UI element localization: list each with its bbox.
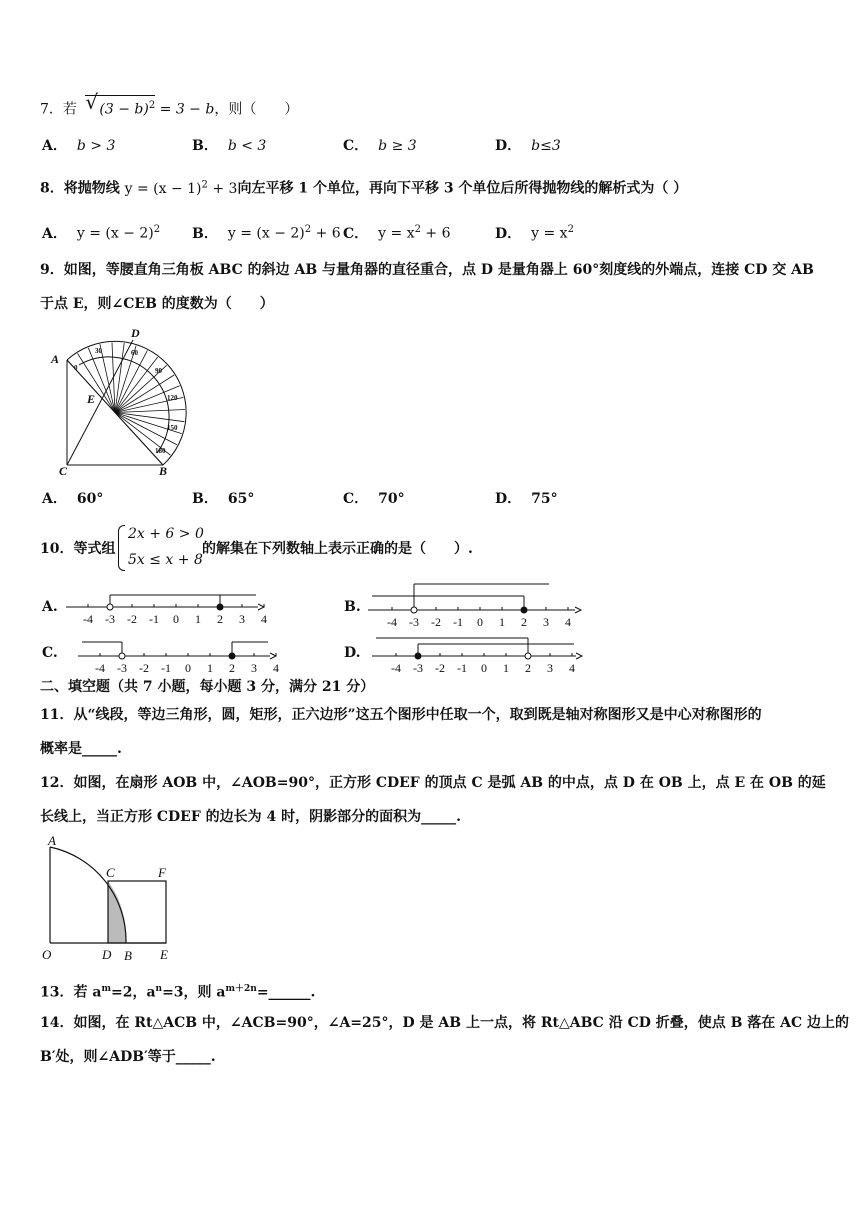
option-text: 65° xyxy=(227,491,255,507)
protractor-ray xyxy=(115,375,174,413)
label-e: E xyxy=(160,947,168,962)
option-text: b≤3 xyxy=(531,138,561,154)
q13-pre: 13．若 a xyxy=(40,984,102,1001)
tick-label: -1 xyxy=(457,661,467,675)
label-b: B xyxy=(159,464,168,478)
q9-protractor-figure xyxy=(45,325,195,478)
shaded-region xyxy=(108,881,126,943)
q12-line2: 长线上，当正方形 CDEF 的边长为 4 时，阴影部分的面积为_____. xyxy=(40,809,462,825)
axis-arrow-icon xyxy=(576,653,582,659)
q9-option-d[interactable] xyxy=(495,489,558,509)
tick-label: -4 xyxy=(391,661,401,675)
q10-option-c-numberline[interactable] xyxy=(78,632,278,674)
tick-label-120: 120 xyxy=(167,394,178,402)
q8-post: 向左平移 1 个单位，再向下平移 3 个单位后所得抛物线的解析式为（ ） xyxy=(237,180,688,197)
tick-label: 2 xyxy=(521,615,527,629)
option-key: C． xyxy=(343,138,369,154)
tick-label: 3 xyxy=(251,661,257,675)
tick-label: 0 xyxy=(477,615,483,629)
label-d: D xyxy=(131,326,140,340)
open-point xyxy=(525,653,531,659)
option-text: b ≥ 3 xyxy=(378,138,417,154)
tick-label: -4 xyxy=(83,612,93,626)
label-a: A xyxy=(48,833,56,848)
q10-option-b-key[interactable]: B. xyxy=(344,599,361,615)
tick-label: 0 xyxy=(481,661,487,675)
q8-option-c[interactable] xyxy=(343,220,451,244)
label-f: F xyxy=(158,865,166,880)
q13-exp-m2n: m＋2n xyxy=(225,984,257,994)
tick-label: 2 xyxy=(525,661,531,675)
q7-option-b[interactable] xyxy=(192,136,266,156)
q13-exp-m: m xyxy=(101,984,111,994)
tick-label: -2 xyxy=(127,612,137,626)
tick-label: 0 xyxy=(173,612,179,626)
tick-label-180: 180 xyxy=(155,447,166,455)
tick-label: -4 xyxy=(387,615,397,629)
tick-label: 1 xyxy=(207,661,213,675)
q8-pre: 将抛物线 xyxy=(63,180,120,197)
q10-option-a-key[interactable]: A. xyxy=(42,599,58,615)
option-text: 75° xyxy=(531,491,558,507)
q10-ineq2: 5x ≤ x + 8 xyxy=(128,552,203,568)
option-sup: 2 xyxy=(567,224,574,235)
q9-line1: 9．如图，等腰直角三角板 ABC 的斜边 AB 与量角器的直径重合，点 D 是量角器上 60°刻度线的外端点，连接 CD 交 AB xyxy=(40,262,814,278)
q9-option-c[interactable] xyxy=(343,489,405,509)
option-key: A． xyxy=(42,491,67,507)
option-key: D． xyxy=(495,225,522,242)
option-text: b < 3 xyxy=(227,138,267,154)
q13-exp-n: n xyxy=(155,984,163,994)
option-text: y = (x − 2) xyxy=(76,225,154,242)
axis-arrow-icon xyxy=(575,607,581,613)
q7-option-c[interactable] xyxy=(343,136,417,156)
tick-label-30: 30 xyxy=(95,347,102,355)
option-sup: 2 xyxy=(153,224,161,235)
tick-label: 1 xyxy=(503,661,509,675)
q7-square: 2 xyxy=(148,100,156,111)
q10-option-c-key[interactable]: C. xyxy=(42,645,58,661)
tick-label: -1 xyxy=(453,615,463,629)
q8-formula-main: y = (x − 1) xyxy=(124,180,202,197)
q8-number: 8． xyxy=(40,180,64,197)
tick-label: 1 xyxy=(195,612,201,626)
closed-point xyxy=(415,653,421,659)
q9-line2: 于点 E，则∠CEB 的度数为（ ） xyxy=(40,296,274,312)
tick-label: -2 xyxy=(431,615,441,629)
q14-line2: B′处，则∠ADB′等于_____. xyxy=(40,1049,216,1065)
tick-label: -1 xyxy=(161,661,171,675)
tick-label: 4 xyxy=(569,661,575,675)
tick-label: 3 xyxy=(543,615,549,629)
option-key: B． xyxy=(192,491,218,507)
option-key: A． xyxy=(42,225,67,242)
tick-label: 4 xyxy=(273,661,279,675)
tick-label: 3 xyxy=(239,612,245,626)
tick-label: -4 xyxy=(95,661,105,675)
option-text: y = x xyxy=(531,225,568,242)
closed-point xyxy=(521,607,527,613)
tick-label: 0 xyxy=(185,661,191,675)
q8-stem xyxy=(40,175,687,199)
label-b: B xyxy=(124,948,132,963)
option-sup: 2 xyxy=(414,224,421,235)
q7-radicand: (3 − b) xyxy=(99,101,149,118)
tick-label: -3 xyxy=(409,615,419,629)
q7-number: 7． xyxy=(40,101,63,118)
open-point xyxy=(411,607,417,613)
option-tail: + 6 xyxy=(311,225,341,242)
label-c: C xyxy=(59,464,68,478)
q13-post: =______. xyxy=(256,984,316,1001)
q10-brace-icon xyxy=(118,525,125,571)
tick-label: -3 xyxy=(413,661,423,675)
q12-sector-figure xyxy=(40,835,180,965)
tick-label: -3 xyxy=(105,612,115,626)
option-key: C． xyxy=(343,225,369,242)
q10-ineq1: 2x + 6 > 0 xyxy=(128,526,204,542)
q13-mid1: =2，a xyxy=(110,984,156,1001)
q13-stem xyxy=(40,979,315,1003)
q11-line2: 概率是_____. xyxy=(40,741,122,757)
section-heading: 二、填空题（共 7 小题，每小题 3 分，满分 21 分） xyxy=(40,679,375,695)
q10-post: 的解集在下列数轴上表示正确的是（ ）. xyxy=(202,541,473,557)
option-sup: 2 xyxy=(304,224,312,235)
option-key: B． xyxy=(192,138,218,154)
open-point xyxy=(119,653,125,659)
q11-line1: 11．从“线段，等边三角形，圆，矩形，正六边形”这五个图形中任取一个，取到既是轴对称图形又是中心对称图形的 xyxy=(40,707,762,723)
option-key: D． xyxy=(495,138,522,154)
tick-label: 4 xyxy=(261,612,267,626)
tick-label: 1 xyxy=(499,615,505,629)
option-text: 60° xyxy=(76,491,104,507)
option-tail: + 6 xyxy=(420,225,451,242)
q7-sqrt xyxy=(85,90,156,120)
q7-post: ，则（ ） xyxy=(214,101,299,118)
q12-line1: 12．如图，在扇形 AOB 中，∠AOB=90°，正方形 CDEF 的顶点 C 是弧 AB 的中点，点 D 在 OB 上，点 E 在 OB 的延 xyxy=(40,775,826,791)
tick-label-90: 90 xyxy=(155,367,162,375)
q8-formula xyxy=(125,181,238,197)
q8-option-b[interactable] xyxy=(192,220,341,244)
option-key: A． xyxy=(42,138,67,154)
axis-arrow-icon xyxy=(258,604,264,610)
q9-option-b[interactable] xyxy=(192,489,254,509)
q8-option-d[interactable] xyxy=(495,220,574,244)
tick-label-150: 150 xyxy=(167,424,178,432)
tick-label: 3 xyxy=(547,661,553,675)
option-key: C． xyxy=(343,491,369,507)
q8-formula-tail: + 3 xyxy=(212,180,238,197)
option-key: B． xyxy=(192,225,218,242)
tick-label: -1 xyxy=(149,612,159,626)
tick-label: 4 xyxy=(565,615,571,629)
q10-option-a-numberline[interactable] xyxy=(66,582,266,627)
closed-point xyxy=(217,604,223,610)
q8-square: 2 xyxy=(201,179,208,190)
option-key: D． xyxy=(495,491,522,507)
q7-stem xyxy=(40,90,299,120)
q7-option-a[interactable] xyxy=(42,136,115,156)
q10-option-d-key[interactable]: D. xyxy=(344,645,361,661)
tick-label-60: 60 xyxy=(131,349,138,357)
label-d: D xyxy=(102,947,112,962)
q7-option-d[interactable] xyxy=(495,136,561,156)
option-text: 70° xyxy=(378,491,405,507)
q10-pre: 10．等式组 xyxy=(40,541,116,557)
label-e: E xyxy=(87,392,96,406)
open-point xyxy=(107,604,113,610)
tick-label: 2 xyxy=(229,661,235,675)
label-c: C xyxy=(106,865,115,880)
tick-label: -2 xyxy=(139,661,149,675)
q7-rhs: = 3 − b xyxy=(159,101,215,118)
tick-label: -2 xyxy=(435,661,445,675)
label-a: A xyxy=(51,352,60,366)
closed-point xyxy=(229,653,235,659)
tick-label: 2 xyxy=(217,612,223,626)
protractor-ray xyxy=(115,350,147,412)
axis-arrow-icon xyxy=(270,653,276,659)
q8-option-a[interactable] xyxy=(42,220,160,244)
option-text: y = x xyxy=(378,225,415,242)
option-text: b > 3 xyxy=(76,138,116,154)
tick-label-0: 0 xyxy=(74,364,78,372)
q10-option-b-numberline[interactable] xyxy=(368,580,583,630)
sqrt-sign-icon: √ xyxy=(85,90,99,114)
q10-option-d-numberline[interactable] xyxy=(372,630,584,674)
label-o: O xyxy=(42,947,52,962)
q13-mid2: =3，则 a xyxy=(162,984,226,1001)
q9-option-a[interactable] xyxy=(42,489,103,509)
q14-line1: 14．如图，在 Rt△ACB 中，∠ACB=90°，∠A=25°，D 是 AB 上一点，将 Rt△ABC 沿 CD 折叠，使点 B 落在 AC 边上的 xyxy=(40,1015,850,1031)
protractor-ray xyxy=(78,353,116,412)
q7-pre: 若 xyxy=(62,101,77,118)
option-text: y = (x − 2) xyxy=(227,225,305,242)
tick-label: -3 xyxy=(117,661,127,675)
